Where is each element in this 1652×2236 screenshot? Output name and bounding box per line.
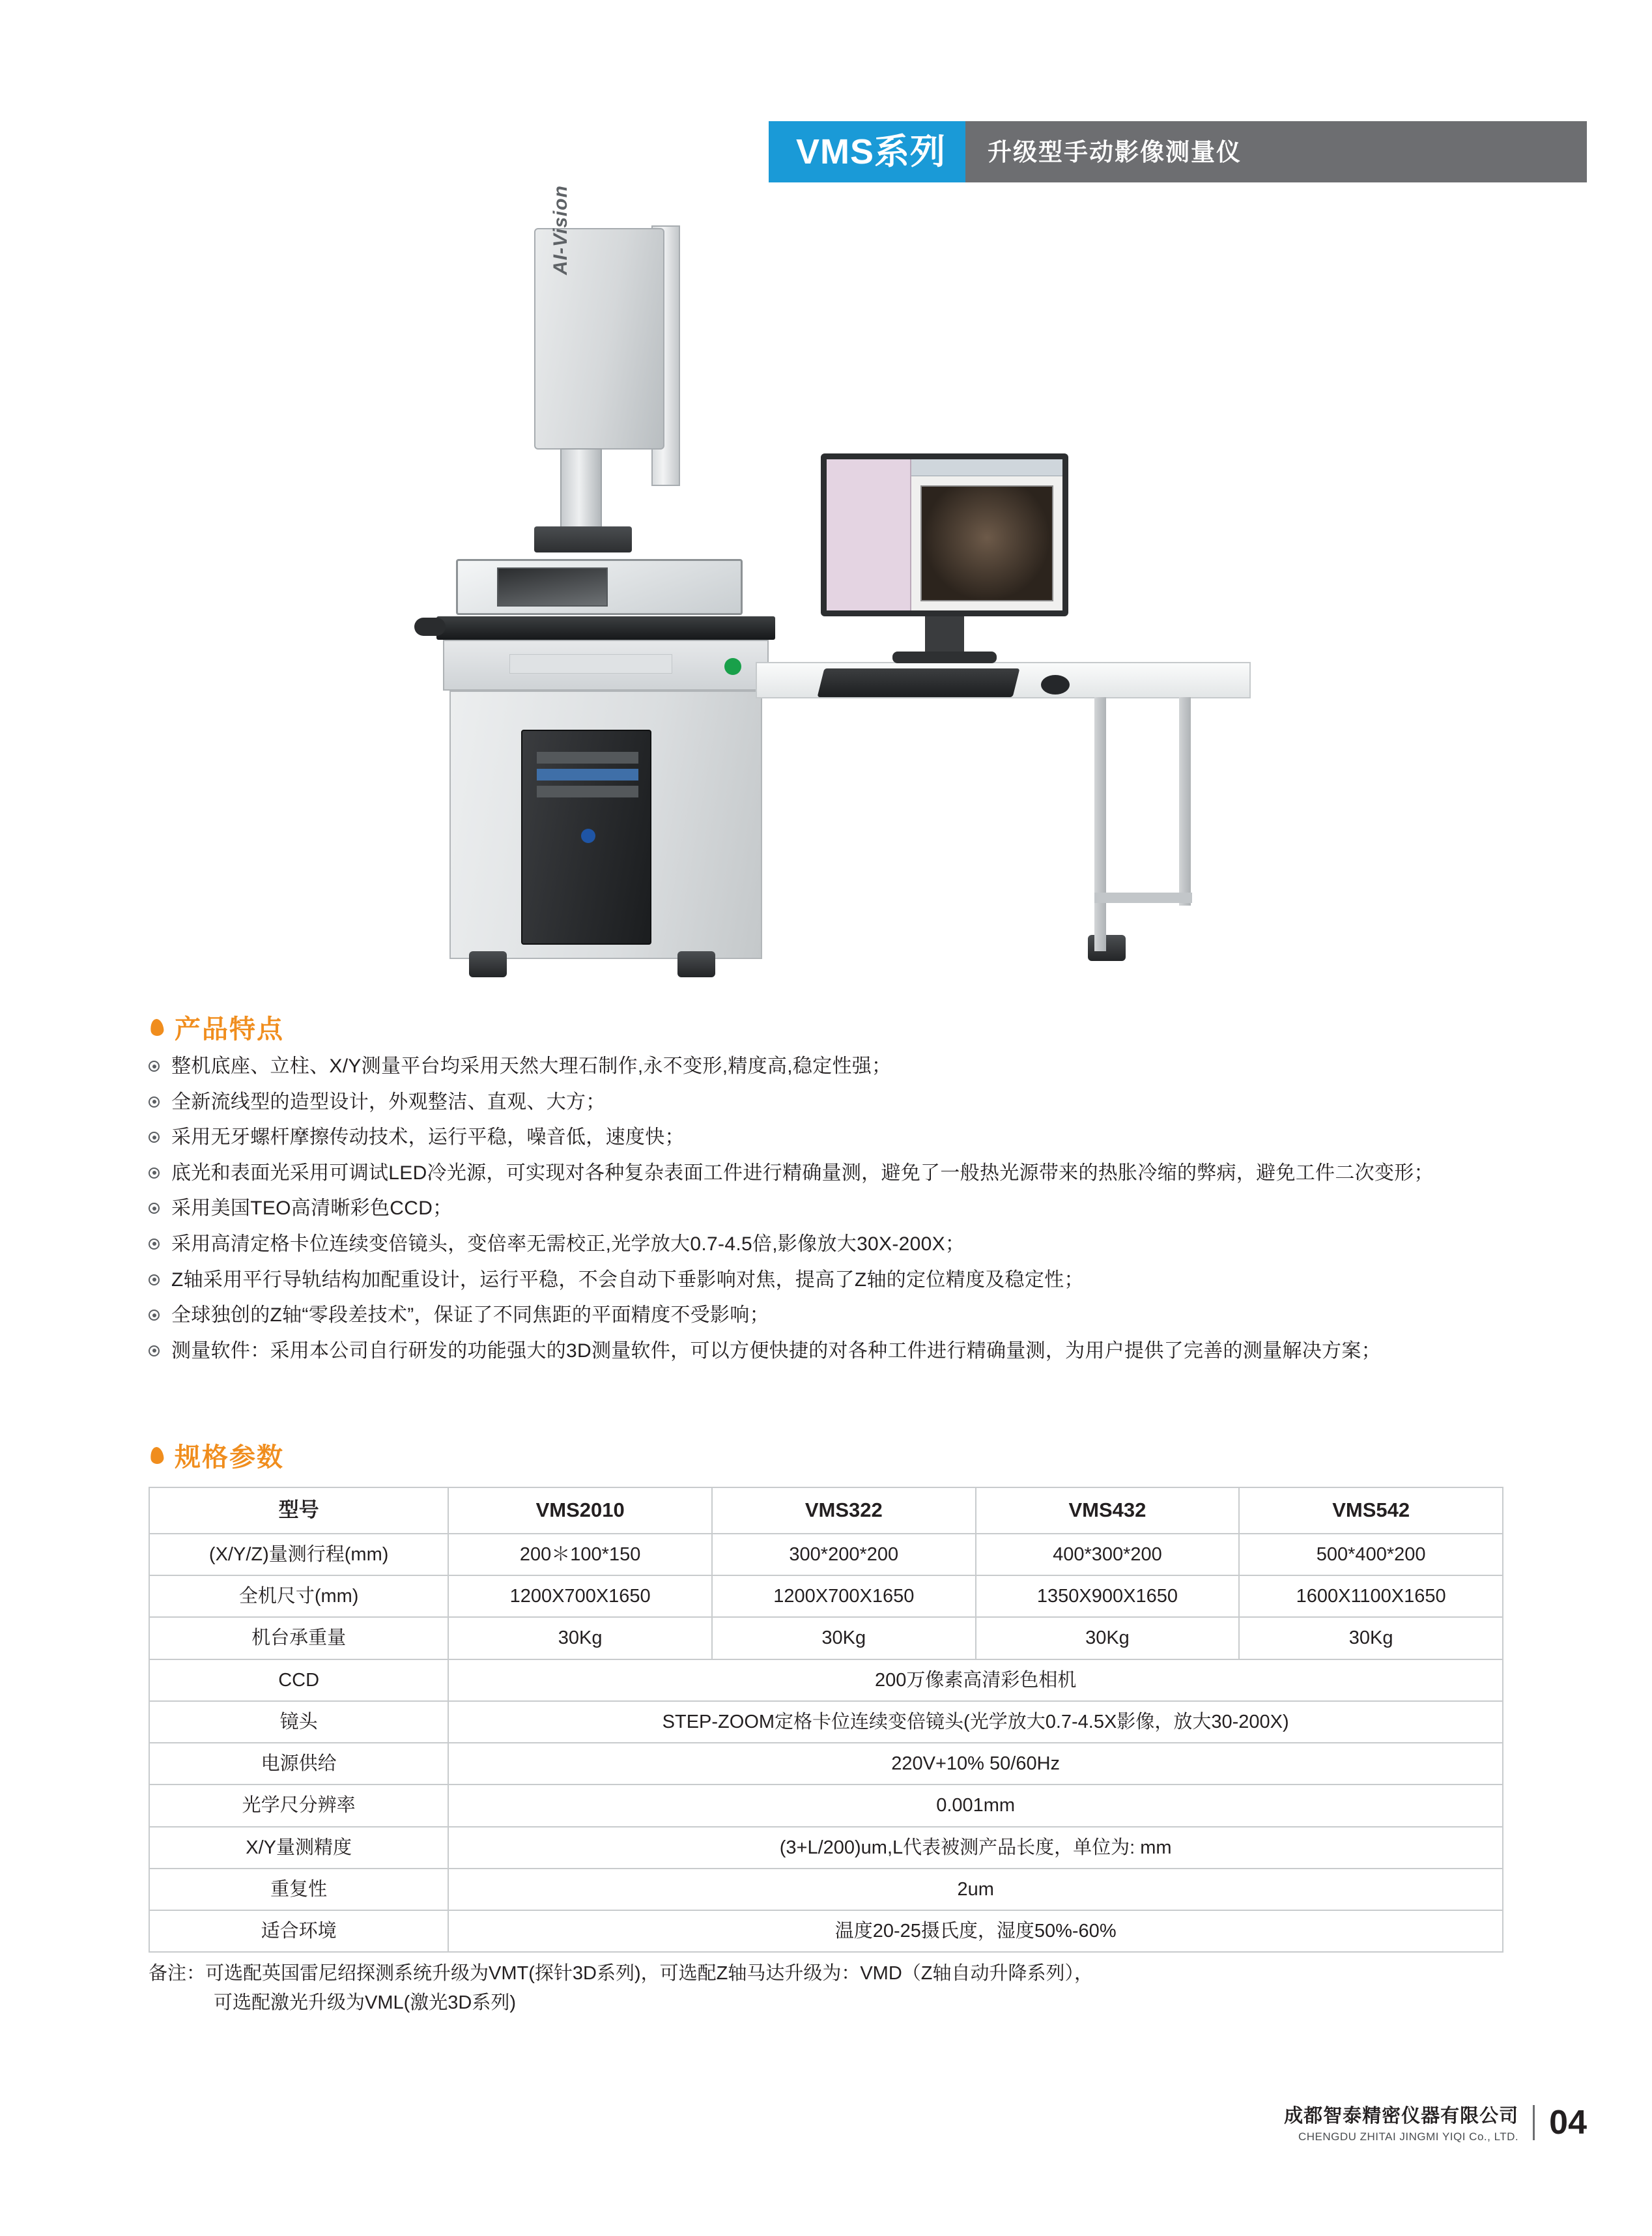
specs-section-heading xyxy=(149,1437,284,1474)
table-cell: 1350X900X1650 xyxy=(976,1575,1240,1617)
bullet-icon xyxy=(149,1274,160,1285)
mouse xyxy=(1041,675,1070,695)
table-cell-merged: (3+L/200)um,L代表被测产品长度，单位为: mm xyxy=(448,1827,1503,1869)
feature-text: 底光和表面光采用可调试LED冷光源，可实现对各种复杂表面工件进行精确量测，避免了一般热光源带来的热胀冷缩的弊病，避免工件二次变形； xyxy=(171,1162,1434,1184)
table-cell: 200＊100*150 xyxy=(448,1534,712,1575)
header-subtitle-block xyxy=(965,121,1587,182)
feature-text: 全新流线型的造型设计，外观整洁、直观、大方； xyxy=(171,1091,606,1113)
list-item xyxy=(149,1267,1549,1295)
table-cell: 30Kg xyxy=(976,1617,1240,1659)
feature-text: Z轴采用平行导轨结构加配重设计，运行平稳，不会自动下垂影响对焦，提高了Z轴的定位精度及稳定性； xyxy=(171,1268,1084,1291)
feature-text: 测量软件：采用本公司自行研发的功能强大的3D测量软件，可以方便快捷的对各种工件进行精确量测，为用户提供了完善的测量解决方案； xyxy=(171,1340,1381,1362)
desk-foot xyxy=(1088,935,1126,961)
table-row-label: CCD xyxy=(149,1659,448,1701)
software-toolbar xyxy=(911,459,1062,476)
header-series-block xyxy=(769,121,965,182)
optics-lens-head xyxy=(534,526,632,552)
table-cell: 30Kg xyxy=(448,1617,712,1659)
table-row-label: 适合环境 xyxy=(149,1910,448,1952)
table-row-label: 镜头 xyxy=(149,1701,448,1743)
desk-crossbar xyxy=(1094,893,1192,903)
software-right-pane xyxy=(911,459,1062,610)
computer-monitor xyxy=(821,453,1068,616)
power-indicator-icon xyxy=(724,658,741,675)
feature-text: 全球独创的Z轴“零段差技术”，保证了不同焦距的平面精度不受影响； xyxy=(171,1304,769,1326)
pc-power-icon xyxy=(581,829,595,843)
stage-workpiece-area xyxy=(497,567,608,607)
stage-rail xyxy=(436,616,775,640)
feature-text: 整机底座、立柱、X/Y测量平台均采用天然大理石制作,永不变形,精度高,稳定性强； xyxy=(171,1055,892,1077)
list-item xyxy=(149,1053,1549,1081)
bullet-icon xyxy=(149,1345,160,1356)
list-item xyxy=(149,1231,1549,1259)
footer-company-en: CHENGDU ZHITAI JINGMI YIQI Co., LTD. xyxy=(1298,2130,1519,2143)
table-row xyxy=(149,1617,1503,1659)
spec-table xyxy=(149,1487,1503,1953)
stage-knob xyxy=(414,618,446,636)
monitor-screen xyxy=(827,459,1062,610)
feature-text: 采用美国TEO高清晰彩色CCD； xyxy=(171,1197,453,1220)
table-header-cell: 型号 xyxy=(149,1487,448,1534)
flame-icon xyxy=(149,1016,165,1039)
bullet-icon xyxy=(149,1096,160,1108)
list-item xyxy=(149,1338,1549,1366)
table-header-cell: VMS432 xyxy=(976,1487,1240,1534)
table-row-label: 重复性 xyxy=(149,1869,448,1910)
feature-text: 采用高清定格卡位连续变倍镜头，变倍率无需校正,光学放大0.7-4.5倍,影像放大30X-200X； xyxy=(171,1233,965,1255)
table-row-label: (X/Y/Z)量测行程(mm) xyxy=(149,1534,448,1575)
table-row-label: 全机尺寸(mm) xyxy=(149,1575,448,1617)
pc-drive-bay xyxy=(537,769,638,781)
flame-icon xyxy=(149,1444,165,1467)
table-row-label: X/Y量测精度 xyxy=(149,1827,448,1869)
specs-title: 规格参数 xyxy=(175,1443,284,1472)
table-header-cell: VMS542 xyxy=(1239,1487,1503,1534)
table-cell: 1200X700X1650 xyxy=(712,1575,976,1617)
table-cell: 500*400*200 xyxy=(1239,1534,1503,1575)
product-photo xyxy=(339,185,1355,971)
bullet-icon xyxy=(149,1061,160,1072)
table-cell: 1600X1100X1650 xyxy=(1239,1575,1503,1617)
table-row-label: 光学尺分辨率 xyxy=(149,1784,448,1826)
feature-text: 采用无牙螺杆摩擦传动技术，运行平稳，噪音低，速度快； xyxy=(171,1126,685,1149)
table-cell-merged: STEP-ZOOM定格卡位连续变倍镜头(光学放大0.7-4.5X影像，放大30-200X) xyxy=(448,1701,1503,1743)
optics-tube xyxy=(560,448,602,533)
page-footer xyxy=(1284,2101,1587,2143)
table-cell: 1200X700X1650 xyxy=(448,1575,712,1617)
table-row xyxy=(149,1784,1503,1826)
table-cell-merged: 220V+10% 50/60Hz xyxy=(448,1743,1503,1784)
footer-company-block xyxy=(1284,2101,1518,2143)
bullet-icon xyxy=(149,1310,160,1321)
footer-company-cn: 成都智泰精密仪器有限公司 xyxy=(1284,2106,1519,2127)
bullet-icon xyxy=(149,1168,160,1179)
list-item xyxy=(149,1160,1549,1188)
pc-tower xyxy=(521,730,651,945)
table-cell-merged: 温度20-25摄氏度，湿度50%-60% xyxy=(448,1910,1503,1952)
table-cell-merged: 200万像素高清彩色相机 xyxy=(448,1659,1503,1701)
header-banner xyxy=(769,121,1587,182)
footer-divider xyxy=(1533,2105,1535,2140)
table-row xyxy=(149,1575,1503,1617)
table-row xyxy=(149,1534,1503,1575)
monitor-stand xyxy=(925,616,964,655)
desk-leg xyxy=(1179,697,1191,906)
spec-note xyxy=(149,1959,1517,2018)
software-image-view xyxy=(920,485,1053,601)
bullet-icon xyxy=(149,1132,160,1143)
header-subtitle-text: 升级型手动影像测量仪 xyxy=(988,138,1242,165)
list-item xyxy=(149,1302,1549,1330)
table-row xyxy=(149,1910,1503,1952)
list-item xyxy=(149,1089,1549,1117)
machine-brand-logo: AI-Vision xyxy=(550,185,571,275)
features-section-heading xyxy=(149,1009,284,1046)
software-left-pane xyxy=(827,459,911,610)
pc-drive-bay xyxy=(537,786,638,797)
pc-drive-bay xyxy=(537,752,638,764)
features-title: 产品特点 xyxy=(175,1015,284,1044)
keyboard xyxy=(818,668,1020,697)
features-list xyxy=(149,1053,1549,1373)
measuring-stage xyxy=(456,559,743,615)
machine-foot xyxy=(677,951,715,977)
spec-table-wrapper xyxy=(149,1487,1503,1953)
control-panel-strip xyxy=(509,654,672,674)
table-cell: 30Kg xyxy=(1239,1617,1503,1659)
page-number: 04 xyxy=(1549,2103,1587,2142)
table-row xyxy=(149,1869,1503,1910)
note-line-2: 可选配激光升级为VML(激光3D系列) xyxy=(214,1992,517,2013)
table-header-row xyxy=(149,1487,1503,1534)
table-row xyxy=(149,1659,1503,1701)
table-row-label: 电源供给 xyxy=(149,1743,448,1784)
header-series-text: VMS系列 xyxy=(796,132,947,171)
table-cell: 400*300*200 xyxy=(976,1534,1240,1575)
bullet-icon xyxy=(149,1239,160,1250)
note-line-1: 备注：可选配英国雷尼绍探测系统升级为VMT(探针3D系列)，可选配Z轴马达升级为：VMD（Z轴自动升降系列）， xyxy=(149,1963,1093,1984)
desk-leg xyxy=(1094,697,1106,951)
table-header-cell: VMS2010 xyxy=(448,1487,712,1534)
table-row xyxy=(149,1701,1503,1743)
machine-head-housing xyxy=(534,185,664,450)
list-item xyxy=(149,1124,1549,1152)
table-header-cell: VMS322 xyxy=(712,1487,976,1534)
table-cell: 300*200*200 xyxy=(712,1534,976,1575)
monitor-base xyxy=(892,652,997,663)
bullet-icon xyxy=(149,1203,160,1214)
table-row xyxy=(149,1827,1503,1869)
table-cell: 30Kg xyxy=(712,1617,976,1659)
list-item xyxy=(149,1195,1549,1223)
table-row xyxy=(149,1743,1503,1784)
table-cell-merged: 2um xyxy=(448,1869,1503,1910)
machine-foot xyxy=(469,951,507,977)
machine-control-base xyxy=(443,640,769,691)
table-row-label: 机台承重量 xyxy=(149,1617,448,1659)
table-cell-merged: 0.001mm xyxy=(448,1784,1503,1826)
